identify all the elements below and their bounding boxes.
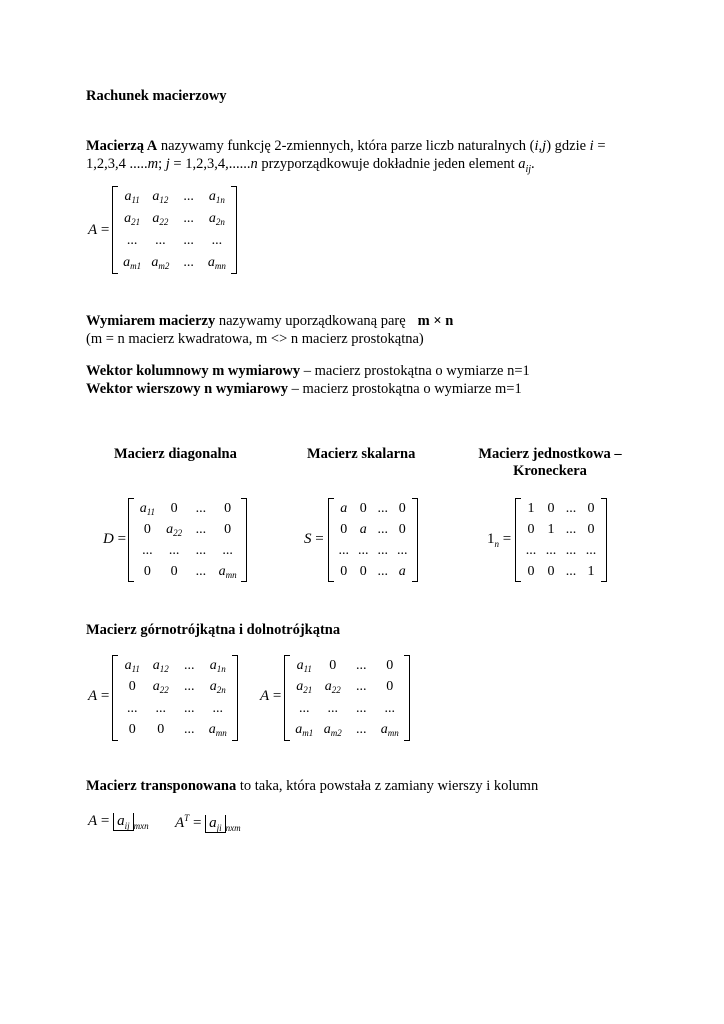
- transpose-formula-a: $A = a_{ij}$ $_{mxn}$: [88, 813, 149, 831]
- dimension-line: Wymiarem macierzy nazywamy uporządkowaną parę m × n: [86, 313, 454, 329]
- matrix-cell: ...: [195, 542, 207, 558]
- definition-line-1: Macierzą A nazywamy funkcję 2-zmiennych, która parze liczb naturalnych (i,j) gdzie i =: [86, 138, 606, 154]
- matrix-cell: ...: [565, 521, 577, 537]
- matrix-cell-symbol: a: [340, 500, 348, 516]
- matrix-cell-symbol: a: [323, 722, 331, 738]
- matrix-cell: ...: [155, 700, 166, 716]
- scalar-matrix: [328, 498, 418, 582]
- matrix-cell: [360, 522, 367, 538]
- matrix-cell: [296, 679, 312, 695]
- matrix-cell-index: 11: [131, 195, 140, 205]
- matrix-cell: ...: [397, 542, 408, 558]
- matrix-cell: ...: [155, 233, 166, 248]
- matrix-cell: [209, 722, 227, 738]
- identity-matrix-label: $1_n$ =: [487, 531, 512, 549]
- matrix-cell: [152, 211, 168, 227]
- matrix-cell-symbol: a: [139, 500, 147, 516]
- upper-triangular-matrix: [112, 655, 238, 741]
- matrix-cell: ...: [142, 542, 153, 558]
- matrix-cell-index: 22: [173, 527, 183, 538]
- matrix-cell: [153, 679, 169, 695]
- matrix-cell-symbol: a: [208, 189, 216, 204]
- matrix-cell: ...: [384, 700, 395, 716]
- matrix-cell-symbol: a: [124, 189, 132, 204]
- matrix-cell: ...: [377, 563, 388, 579]
- matrix-cell-index: mn: [214, 261, 226, 271]
- matrix-cell: [153, 658, 169, 674]
- lower-triangular-label: A =: [260, 688, 282, 704]
- matrix-cell: 0: [340, 521, 348, 537]
- matrix-cell-symbol: a: [124, 657, 132, 673]
- matrix-cell-index: 22: [159, 685, 169, 696]
- matrix-cell-index: 11: [146, 506, 156, 517]
- matrix-cell: ...: [377, 521, 388, 537]
- matrix-cell: ...: [168, 542, 180, 558]
- matrix-cell: ...: [565, 542, 577, 558]
- matrix-cell-symbol: a: [359, 521, 367, 537]
- transpose-formula-at: $A^T = a_{ji}$ $_{nxm}$: [175, 813, 241, 833]
- matrix-cell-symbol: a: [209, 679, 217, 695]
- matrix-cell: 0: [386, 657, 394, 673]
- matrix-cell: ...: [338, 542, 349, 558]
- matrix-cell: 1: [547, 521, 555, 537]
- matrix-cell: [123, 255, 141, 271]
- matrix-cell: ...: [356, 679, 367, 695]
- matrix-cell: [125, 658, 140, 674]
- matrix-cell: 0: [527, 521, 535, 537]
- matrix-cell: ...: [377, 542, 388, 558]
- matrix-cell: 0: [329, 657, 337, 673]
- matrix-cell-symbol: a: [296, 679, 304, 695]
- matrix-cell: 0: [157, 722, 165, 738]
- matrix-cell: [209, 211, 225, 227]
- matrix-cell: ...: [565, 500, 577, 516]
- matrix-cell: 0: [224, 521, 232, 537]
- matrix-cell-symbol: a: [152, 679, 160, 695]
- transpose-definition: Macierz transponowana to taka, która powstała z zamiany wierszy i kolumn: [86, 778, 539, 794]
- matrix-cell-symbol: a: [124, 211, 132, 226]
- matrix-cell: 0: [170, 563, 178, 579]
- row-vector-definition: Wektor wierszowy n wymiarowy – macierz prostokątna o wymiarze m=1: [86, 381, 522, 397]
- lower-triangular-matrix: [284, 655, 410, 741]
- matrix-cell-symbol: a: [152, 211, 160, 226]
- matrix-cell-index: mn: [215, 728, 227, 739]
- matrix-cell: ...: [299, 700, 310, 716]
- matrix-cell: ...: [525, 542, 537, 558]
- matrix-cell: ...: [545, 542, 557, 558]
- matrix-cell: ...: [183, 255, 194, 270]
- matrix-cell: 0: [398, 500, 406, 516]
- matrix-cell: [151, 255, 169, 271]
- matrix-cell-symbol: a: [324, 679, 332, 695]
- matrix-cell-index: 21: [131, 217, 141, 227]
- matrix-cell: ...: [184, 657, 195, 673]
- matrix-cell: 1: [587, 563, 595, 579]
- matrix-cell-symbol: a: [208, 211, 216, 226]
- matrix-cell: ...: [126, 233, 138, 248]
- matrix-cell-symbol: a: [209, 657, 217, 673]
- matrix-cell: 0: [587, 500, 595, 516]
- matrix-cell: [297, 658, 312, 674]
- scalar-matrix-label: S =: [304, 531, 324, 547]
- identity-matrix: [515, 498, 607, 582]
- matrix-cell: [209, 189, 225, 205]
- matrix-cell: ...: [195, 521, 207, 537]
- matrix-cell-symbol: a: [295, 722, 303, 738]
- matrix-cell: 0: [143, 521, 151, 537]
- matrix-cell: 0: [143, 563, 151, 579]
- matrix-cell: ...: [565, 563, 577, 579]
- dimension-note: (m = n macierz kwadratowa, m <> n macierz prostokątna): [86, 331, 424, 347]
- matrix-cell-index: 1n: [216, 663, 226, 674]
- matrix-cell: ...: [377, 500, 388, 516]
- matrix-cell: 0: [224, 500, 232, 516]
- matrix-cell: 0: [359, 563, 367, 579]
- definition-line-2: 1,2,3,4 .....m; j = 1,2,3,4,......n przyporządkowuje dokładnie jeden element $a_{ij}$.: [86, 156, 535, 175]
- matrix-cell: ...: [183, 211, 194, 226]
- matrix-cell: [140, 501, 155, 517]
- matrix-cell: 0: [128, 679, 136, 695]
- matrix-cell: ...: [184, 700, 195, 716]
- matrix-cell-index: m1: [130, 261, 142, 271]
- matrix-cell-index: mn: [225, 569, 237, 580]
- matrix-cell: ...: [184, 722, 195, 738]
- identity-matrix-title: Macierz jednostkowa – Kroneckera: [478, 446, 622, 479]
- matrix-cell: [399, 564, 406, 580]
- matrix-cell: 0: [398, 521, 406, 537]
- matrix-cell-symbol: a: [296, 657, 304, 673]
- diagonal-matrix-title: Macierz diagonalna: [114, 446, 237, 462]
- matrix-cell: ...: [356, 722, 367, 738]
- triangular-title: Macierz górnotrójkątna i dolnotrójkątna: [86, 622, 341, 638]
- matrix-cell: 0: [170, 500, 178, 516]
- matrix-cell-symbol: a: [152, 189, 160, 204]
- diagonal-matrix: [128, 498, 247, 582]
- matrix-cell-index: 1n: [215, 195, 225, 205]
- matrix-cell: 0: [547, 563, 555, 579]
- matrix-cell: ...: [184, 679, 195, 695]
- matrix-cell: [166, 522, 182, 538]
- matrix-cell: ...: [183, 233, 194, 248]
- matrix-general: [112, 186, 237, 274]
- matrix-cell: [210, 679, 226, 695]
- matrix-cell: 0: [587, 521, 595, 537]
- matrix-cell-symbol: a: [166, 521, 174, 537]
- matrix-cell: ...: [212, 700, 223, 716]
- matrix-cell-index: 2n: [215, 217, 225, 227]
- matrix-cell-symbol: a: [152, 657, 160, 673]
- matrix-cell: [324, 722, 342, 738]
- column-vector-definition: Wektor kolumnowy m wymiarowy – macierz prostokątna o wymiarze n=1: [86, 363, 530, 379]
- matrix-cell-symbol: a: [380, 722, 388, 738]
- matrix-cell: [124, 211, 140, 227]
- matrix-cell-symbol: a: [151, 255, 159, 270]
- matrix-cell: ...: [327, 700, 338, 716]
- matrix-cell: ...: [356, 657, 367, 673]
- matrix-cell-index: 22: [159, 217, 169, 227]
- matrix-cell: ...: [356, 700, 367, 716]
- matrix-cell-index: 12: [159, 663, 169, 674]
- matrix-cell: ...: [195, 500, 207, 516]
- matrix-cell: [295, 722, 313, 738]
- diagonal-matrix-label: D =: [103, 531, 127, 547]
- matrix-cell-index: m2: [330, 728, 342, 739]
- matrix-cell: 0: [527, 563, 535, 579]
- matrix-cell-index: 11: [131, 663, 140, 674]
- matrix-cell-index: 21: [303, 685, 313, 696]
- matrix-cell-index: 22: [331, 685, 341, 696]
- matrix-cell: ...: [183, 189, 194, 204]
- matrix-cell: ...: [211, 233, 223, 248]
- matrix-cell: 0: [359, 500, 367, 516]
- page-title: Rachunek macierzowy: [86, 88, 227, 104]
- matrix-cell: 0: [340, 563, 348, 579]
- matrix-cell: ...: [222, 542, 233, 558]
- matrix-cell: ...: [195, 563, 207, 579]
- matrix-cell: [340, 501, 347, 517]
- matrix-cell-symbol: a: [218, 563, 226, 579]
- upper-triangular-label: A =: [88, 688, 110, 704]
- matrix-cell-index: m2: [158, 261, 170, 271]
- matrix-cell: [208, 255, 226, 271]
- matrix-cell: [381, 722, 399, 738]
- matrix-cell: ...: [358, 542, 369, 558]
- matrix-cell-index: mn: [387, 728, 399, 739]
- matrix-cell: [219, 564, 237, 580]
- matrix-cell-symbol: a: [207, 255, 215, 270]
- matrix-cell: 0: [547, 500, 555, 516]
- matrix-cell: ...: [585, 542, 597, 558]
- matrix-cell: 1: [527, 500, 535, 516]
- matrix-cell-symbol: a: [123, 255, 131, 270]
- matrix-cell: [152, 189, 168, 205]
- scalar-matrix-title: Macierz skalarna: [307, 446, 416, 462]
- matrix-cell-index: 12: [159, 195, 169, 205]
- matrix-cell: 0: [128, 722, 136, 738]
- matrix-cell-index: 11: [303, 663, 312, 674]
- matrix-cell-symbol: a: [398, 563, 406, 579]
- matrix-cell: [325, 679, 341, 695]
- matrix-cell-symbol: a: [208, 722, 216, 738]
- matrix-cell: [210, 658, 226, 674]
- matrix-general-label: A =: [88, 222, 110, 238]
- matrix-cell-index: 2n: [216, 685, 226, 696]
- matrix-cell: 0: [386, 679, 394, 695]
- matrix-cell: [124, 189, 139, 205]
- matrix-cell: ...: [127, 700, 138, 716]
- matrix-cell-index: m1: [302, 728, 314, 739]
